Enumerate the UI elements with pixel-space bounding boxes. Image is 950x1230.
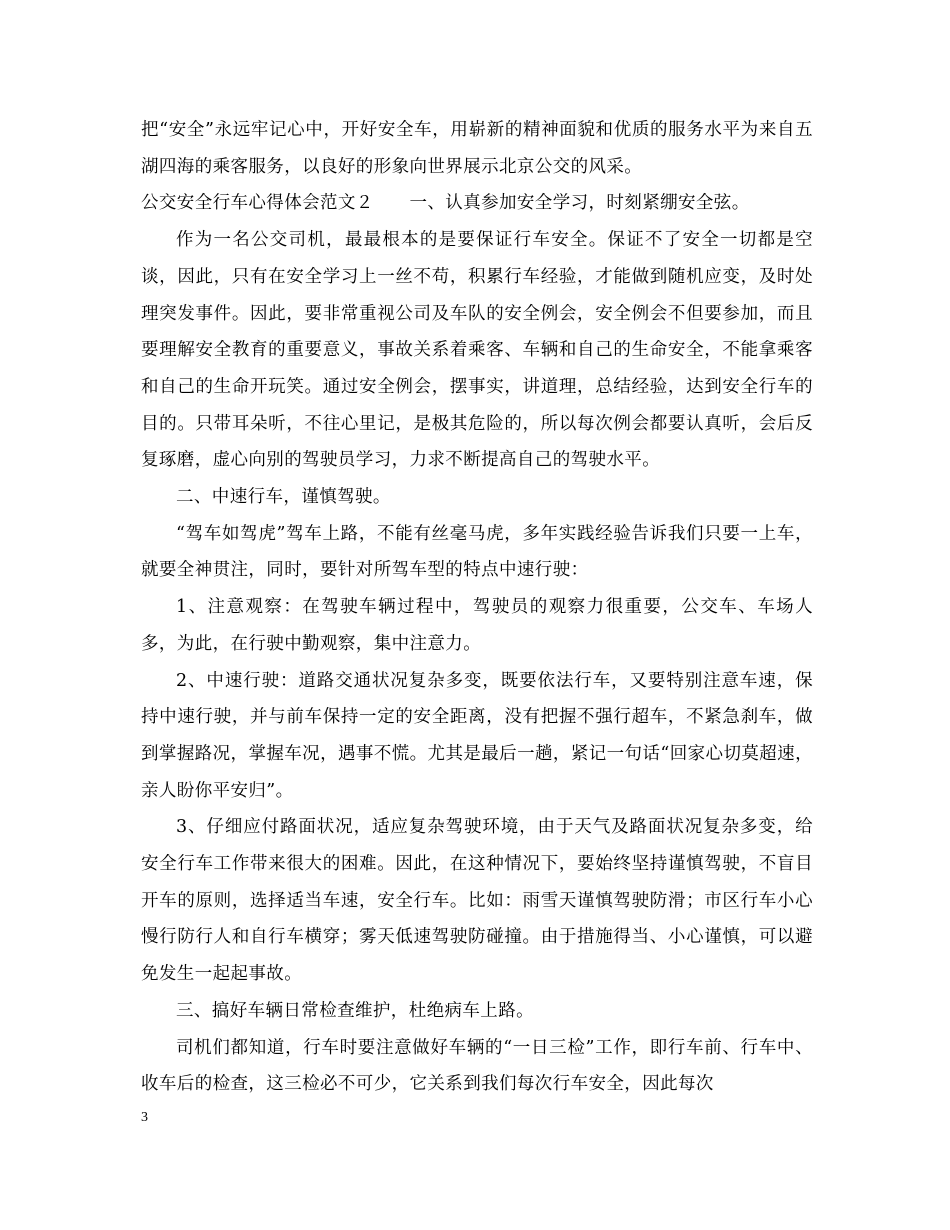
section-title-line: 公交安全行车心得体会范文２ 一、认真参加安全学习，时刻紧绷安全弦。 — [141, 193, 750, 214]
paragraph-continuation: 把“安全”永远牢记心中，开好安全车，用崭新的精神面貌和优质的服务水平为来自五湖四海的乘客服务，以良好的形象向世界展示北京公交的风采。 — [141, 120, 813, 177]
list-item-2-speed: 2、中速行驶：道路交通状况复杂多变，既要依法行车，又要特别注意车速，保持中速行驶，并与前车保持一定的安全距离，没有把握不强行超车，不紧急刹车，做到掌握路况，掌握车况，遇事不慌。尤其是最后一趟，紧记一句话“回家心切莫超速，亲人盼你平安归”。 — [141, 670, 813, 801]
section-heading-3: 三、搞好车辆日常检查维护，杜绝病车上路。 — [176, 1000, 534, 1021]
list-item-1-observe: 1、注意观察：在驾驶车辆过程中，驾驶员的观察力很重要，公交车、车场人多，为此，在行驶中勤观察，集中注意力。 — [141, 597, 813, 654]
page-number: 3 — [141, 1110, 148, 1125]
paragraph-drive-like-tiger: “驾车如驾虎”驾车上路，不能有丝毫马虎，多年实践经验告诉我们只要一上车，就要全神贯注，同时，要针对所驾车型的特点中速行驶： — [141, 523, 813, 581]
paragraph-safety-learning: 作为一名公交司机，最最根本的是要保证行车安全。保证不了安全一切都是空谈，因此，只有在安全学习上一丝不苟，积累行车经验，才能做到随机应变，及时处理突发事件。因此，要非常重视公司及车队的安全例会，安全例会不但要参加，而且要理解安全教育的重要意义，事故关系着乘客、车辆和自己的生命安全，不能拿乘客和自己的生命开玩笑。通过安全例会，摆事实，讲道理，总结经验，达到安全行车的目的。只带耳朵听，不往心里记，是极其危险的，所以每次例会都要认真听，会后反复琢磨，虚心向别的驾驶员学习，力求不断提高自己的驾驶水平。 — [141, 230, 813, 471]
document-body — [141, 112, 813, 1103]
list-item-3-road-conditions: 3、仔细应付路面状况，适应复杂驾驶环境，由于天气及路面状况复杂多变，给安全行车工作带来很大的困难。因此，在这种情况下，要始终坚持谨慎驾驶，不盲目开车的原则，选择适当车速，安全行车。比如：雨雪天谨慎驾驶防滑；市区行车小心慢行防行人和自行车横穿；雾天低速驾驶防碰撞。由于措施得当、小心谨慎，可以避免发生一起起事故。 — [141, 817, 813, 985]
section-heading-2: 二、中速行车，谨慎驾驶。 — [176, 487, 391, 508]
paragraph-daily-checks: 司机们都知道，行车时要注意做好车辆的“一日三检”工作，即行车前、行车中、收车后的检查，这三检必不可少，它关系到我们每次行车安全，因此每次 — [141, 1037, 813, 1095]
